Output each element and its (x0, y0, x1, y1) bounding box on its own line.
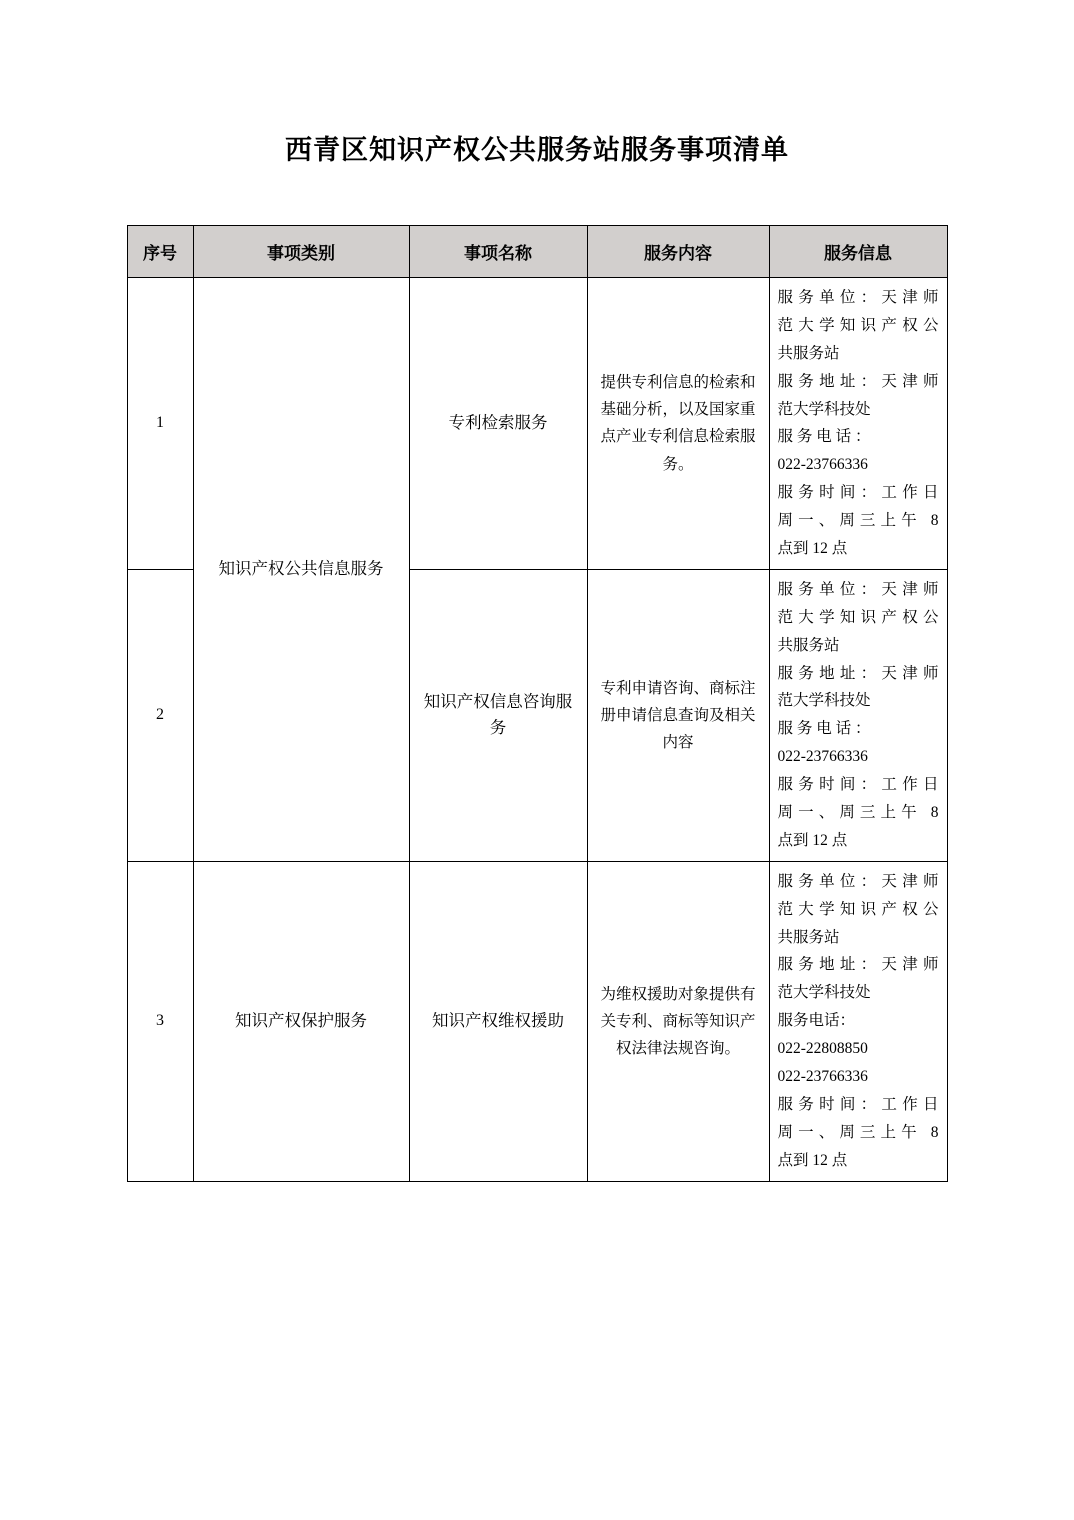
cell-no: 3 (127, 861, 193, 1181)
info-line: 服务地址：天津师 (777, 956, 939, 974)
page-title: 西青区知识产权公共服务站服务事项清单 (285, 135, 789, 165)
column-header-content: 服务内容 (587, 226, 769, 278)
cell-content: 为维权援助对象提供有关专利、商标等知识产权法律法规咨询。 (587, 861, 769, 1181)
column-header-info: 服务信息 (769, 226, 947, 278)
cell-content: 专利申请咨询、商标注册申请信息查询及相关内容 (587, 569, 769, 861)
info-line: 服务单位：天津师 (777, 580, 939, 598)
info-line: 周一、周三上午 8 (777, 804, 939, 822)
info-line: 服务电话： (777, 1012, 856, 1030)
info-line: 022-23766336 (777, 748, 868, 766)
table-header-row (127, 226, 947, 278)
cell-service-info (769, 861, 947, 1181)
info-line: 服务时间：工作日 (777, 1095, 939, 1113)
table-row (127, 278, 947, 570)
info-line: 022-23766336 (777, 1068, 868, 1086)
info-line: 共服务站 (777, 636, 840, 654)
info-line: 范大学科技处 (777, 692, 871, 710)
cell-content: 提供专利信息的检索和基础分析，以及国家重点产业专利信息检索服务。 (587, 278, 769, 570)
table-body (127, 278, 947, 1182)
cell-category: 知识产权公共信息服务 (193, 278, 409, 862)
info-line: 范大学科技处 (777, 984, 871, 1002)
info-line: 共服务站 (777, 928, 840, 946)
cell-category: 知识产权保护服务 (193, 861, 409, 1181)
info-line: 范大学知识产权公 (777, 900, 939, 918)
info-line: 范大学知识产权公 (777, 316, 939, 334)
cell-service-info (769, 569, 947, 861)
service-items-table (127, 225, 948, 1182)
table-header (127, 226, 947, 278)
info-line: 022-23766336 (777, 456, 868, 474)
column-header-name: 事项名称 (409, 226, 587, 278)
info-line: 范大学科技处 (777, 400, 871, 418)
info-line: 点到 12 点 (777, 831, 848, 849)
info-line: 022-22808850 (777, 1040, 868, 1058)
info-line: 服务单位：天津师 (777, 289, 939, 306)
cell-name: 专利检索服务 (409, 278, 587, 570)
column-header-category: 事项类别 (193, 226, 409, 278)
info-line: 周一、周三上午 8 (777, 512, 939, 530)
info-line: 服务时间：工作日 (777, 776, 939, 794)
info-line: 范大学知识产权公 (777, 608, 939, 626)
cell-no: 1 (127, 278, 193, 570)
info-line: 点到 12 点 (777, 540, 848, 558)
info-line: 共服务站 (777, 344, 840, 362)
cell-service-info (769, 278, 947, 570)
info-line: 服务地址：天津师 (777, 664, 939, 682)
column-header-no: 序号 (127, 226, 193, 278)
info-line: 服 务 电 话 ： (777, 428, 871, 446)
info-line: 周一、周三上午 8 (777, 1123, 939, 1141)
cell-no: 2 (127, 569, 193, 861)
info-line: 点到 12 点 (777, 1151, 848, 1169)
cell-name: 知识产权信息咨询服务 (409, 569, 587, 861)
info-line: 服务单位：天津师 (777, 872, 939, 890)
info-line: 服务地址：天津师 (777, 372, 939, 390)
cell-name: 知识产权维权援助 (409, 861, 587, 1181)
table-row (127, 861, 947, 1181)
info-line: 服 务 电 话 ： (777, 720, 871, 738)
info-line: 服务时间：工作日 (777, 484, 939, 502)
